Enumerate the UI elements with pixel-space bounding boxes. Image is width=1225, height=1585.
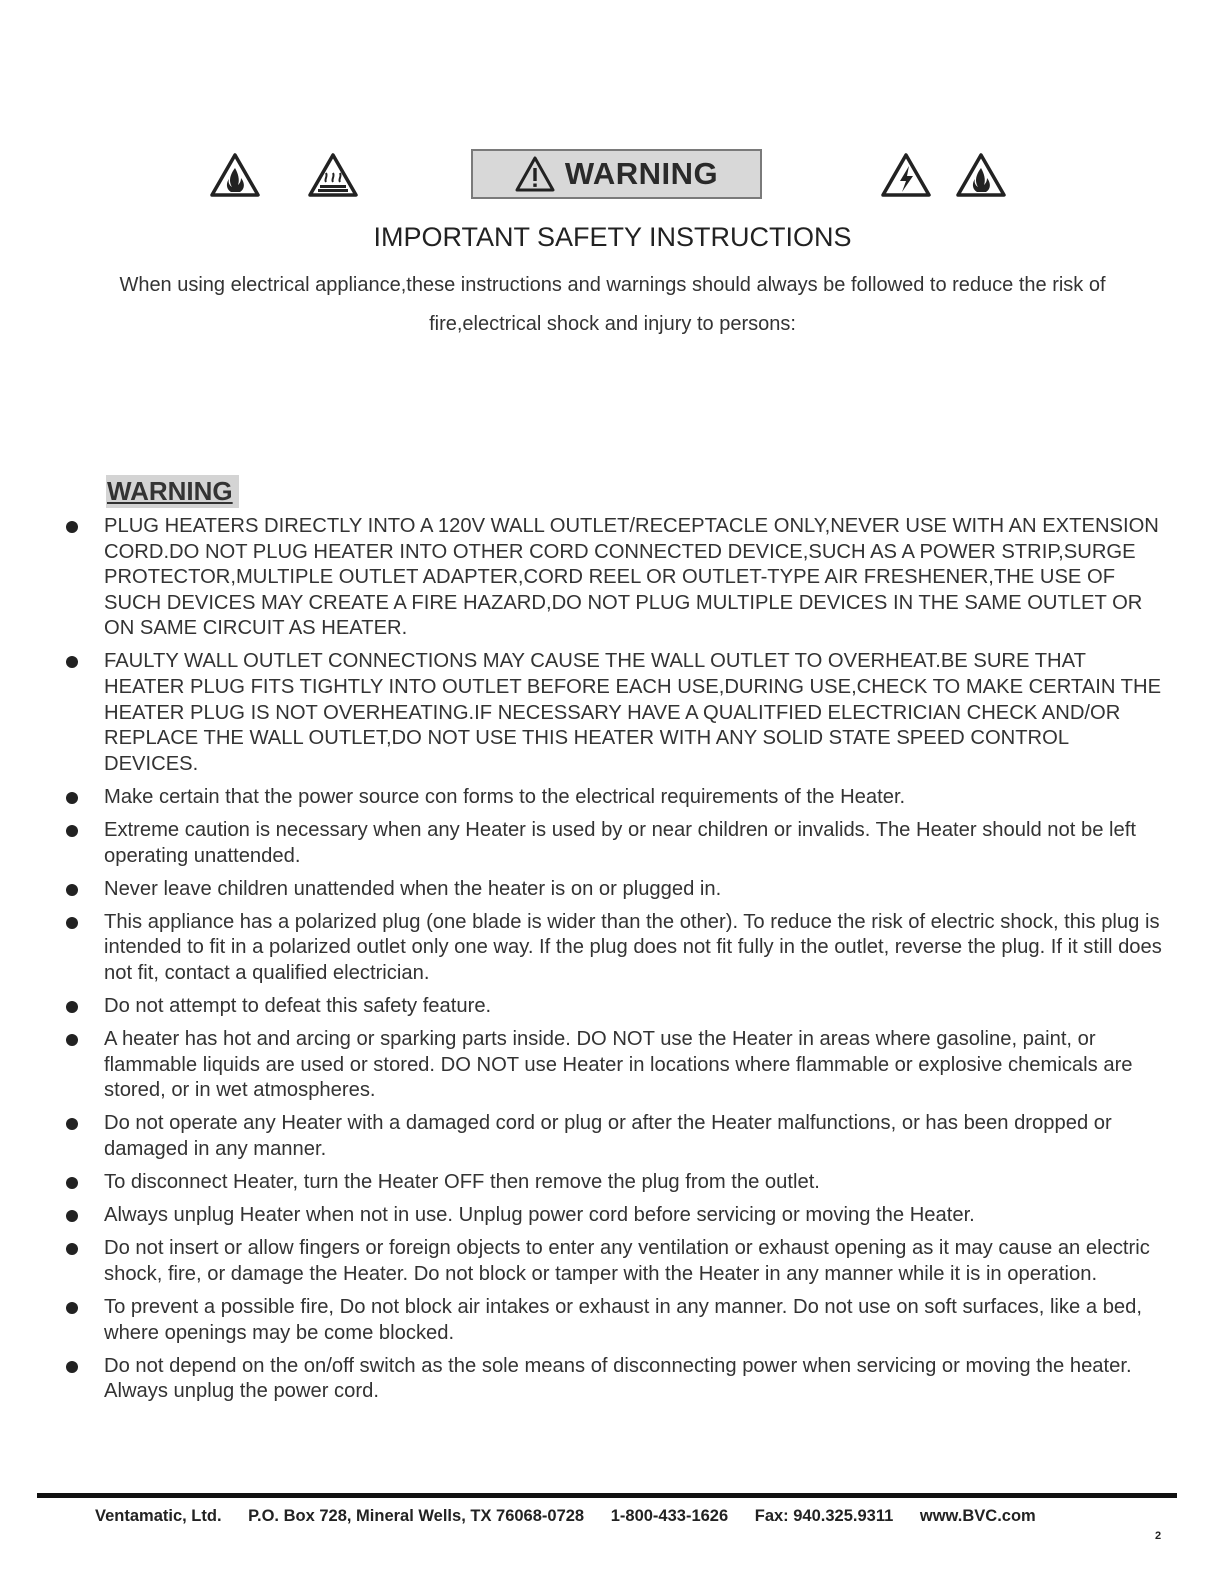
footer-divider: [37, 1493, 1177, 1498]
warning-banner: [471, 149, 762, 199]
footer: [95, 1507, 1155, 1526]
fire-hazard-icon: [955, 152, 1007, 198]
list-item: Make certain that the power source con forms to the electrical requirements of the Heater.: [0, 785, 1225, 811]
list-item: This appliance has a polarized plug (one blade is wider than the other). To reduce the risk of electric shock, this plug is intended to fit in a polarized outlet only one way. If the plug does not fit fully in the outlet, reverse the plug. If it still does not fit, contact a qualified electrician.: [0, 910, 1225, 987]
bullet-icon: [66, 1361, 78, 1373]
page-title: IMPORTANT SAFETY INSTRUCTIONS: [373, 222, 852, 252]
list-item: PLUG HEATERS DIRECTLY INTO A 120V WALL OUTLET/RECEPTACLE ONLY,NEVER USE WITH AN EXTENSION CORD.DO NOT PLUG HEATER INTO OTHER CORD CONNECTED DEVICE,SUCH AS A POWER STRIP,SURGE PROTECTOR,MULTIPLE OUTLET ADAPTER,CORD REEL OR OUTLET-TYPE AIR FRESHENER,THE USE OF SUCH DEVICES MAY CREATE A FIRE HAZARD,DO NOT PLUG MULTIPLE DEVICES IN THE SAME OUTLET OR ON SAME CIRCUIT AS HEATER.: [0, 514, 1225, 642]
footer-address: P.O. Box 728, Mineral Wells, TX 76068-0728: [248, 1507, 585, 1525]
footer-website: www.BVC.com: [919, 1507, 1036, 1525]
bullet-icon: [66, 1177, 78, 1189]
warning-heading: WARNING: [106, 475, 239, 508]
bullet-icon: [66, 1001, 78, 1013]
hazard-icon-row: [0, 148, 1225, 204]
list-item: Do not operate any Heater with a damaged cord or plug or after the Heater malfunctions, or has been dropped or damaged in any manner.: [0, 1111, 1225, 1162]
bullet-icon: [66, 1210, 78, 1222]
bullet-icon: [66, 792, 78, 804]
page-number: 2: [1155, 1530, 1162, 1542]
warning-banner-text: WARNING: [564, 156, 719, 191]
list-item: Do not attempt to defeat this safety feature.: [0, 994, 1225, 1020]
bullet-icon: [66, 521, 78, 533]
bullet-icon: [66, 825, 78, 837]
safety-instructions-list: [0, 514, 1225, 1412]
list-item: FAULTY WALL OUTLET CONNECTIONS MAY CAUSE THE WALL OUTLET TO OVERHEAT.BE SURE THAT HEATER PLUG FITS TIGHTLY INTO OUTLET BEFORE EACH USE,DURING USE,CHECK TO MAKE CERTAIN THE HEATER PLUG IS NOT OVERHEATING.IF NECESSARY HAVE A QUALITFIED ELECTRICIAN CHECK AND/OR REPLACE THE WALL OUTLET,DO NOT USE THIS HEATER WITH ANY SOLID STATE SPEED CONTROL DEVICES.: [0, 649, 1225, 777]
list-item: Never leave children unattended when the heater is on or plugged in.: [0, 877, 1225, 903]
bullet-icon: [66, 1243, 78, 1255]
bullet-icon: [66, 1302, 78, 1314]
footer-fax: Fax: 940.325.9311: [754, 1507, 894, 1525]
list-item: Do not insert or allow fingers or foreign objects to enter any ventilation or exhaust opening as it may cause an electric shock, fire, or damage the Heater. Do not block or tamper with the Heater in any manner while it is in operation.: [0, 1236, 1225, 1287]
list-item: To disconnect Heater, turn the Heater OFF then remove the plug from the outlet.: [0, 1170, 1225, 1196]
list-item: Extreme caution is necessary when any Heater is used by or near children or invalids. The Heater should not be left operating unattended.: [0, 818, 1225, 869]
bullet-icon: [66, 884, 78, 896]
intro-paragraph: When using electrical appliance,these instructions and warnings should always be followed to reduce the risk of fire,electrical shock and injury to persons:: [119, 274, 1106, 335]
list-item: Always unplug Heater when not in use. Unplug power cord before servicing or moving the Heater.: [0, 1203, 1225, 1229]
fire-hazard-icon: [209, 152, 261, 198]
bullet-icon: [66, 917, 78, 929]
bullet-icon: [66, 656, 78, 668]
list-item: To prevent a possible fire, Do not block air intakes or exhaust in any manner. Do not use on soft surfaces, like a bed, where openings may be come blocked.: [0, 1295, 1225, 1346]
hot-surface-hazard-icon: [307, 152, 359, 198]
bullet-icon: [66, 1034, 78, 1046]
footer-phone: 1-800-433-1626: [610, 1507, 729, 1525]
footer-company: Ventamatic, Ltd.: [95, 1507, 222, 1525]
list-item: A heater has hot and arcing or sparking parts inside. DO NOT use the Heater in areas where gasoline, paint, or flammable liquids are used or stored. DO NOT use Heater in locations where flammable or explosive chemicals are stored, or in wet atmospheres.: [0, 1027, 1225, 1104]
caution-icon: [515, 156, 555, 192]
bullet-icon: [66, 1118, 78, 1130]
list-item: Do not depend on the on/off switch as the sole means of disconnecting power when servicing or moving the heater. Always unplug the power cord.: [0, 1354, 1225, 1405]
electric-shock-hazard-icon: [880, 152, 932, 198]
